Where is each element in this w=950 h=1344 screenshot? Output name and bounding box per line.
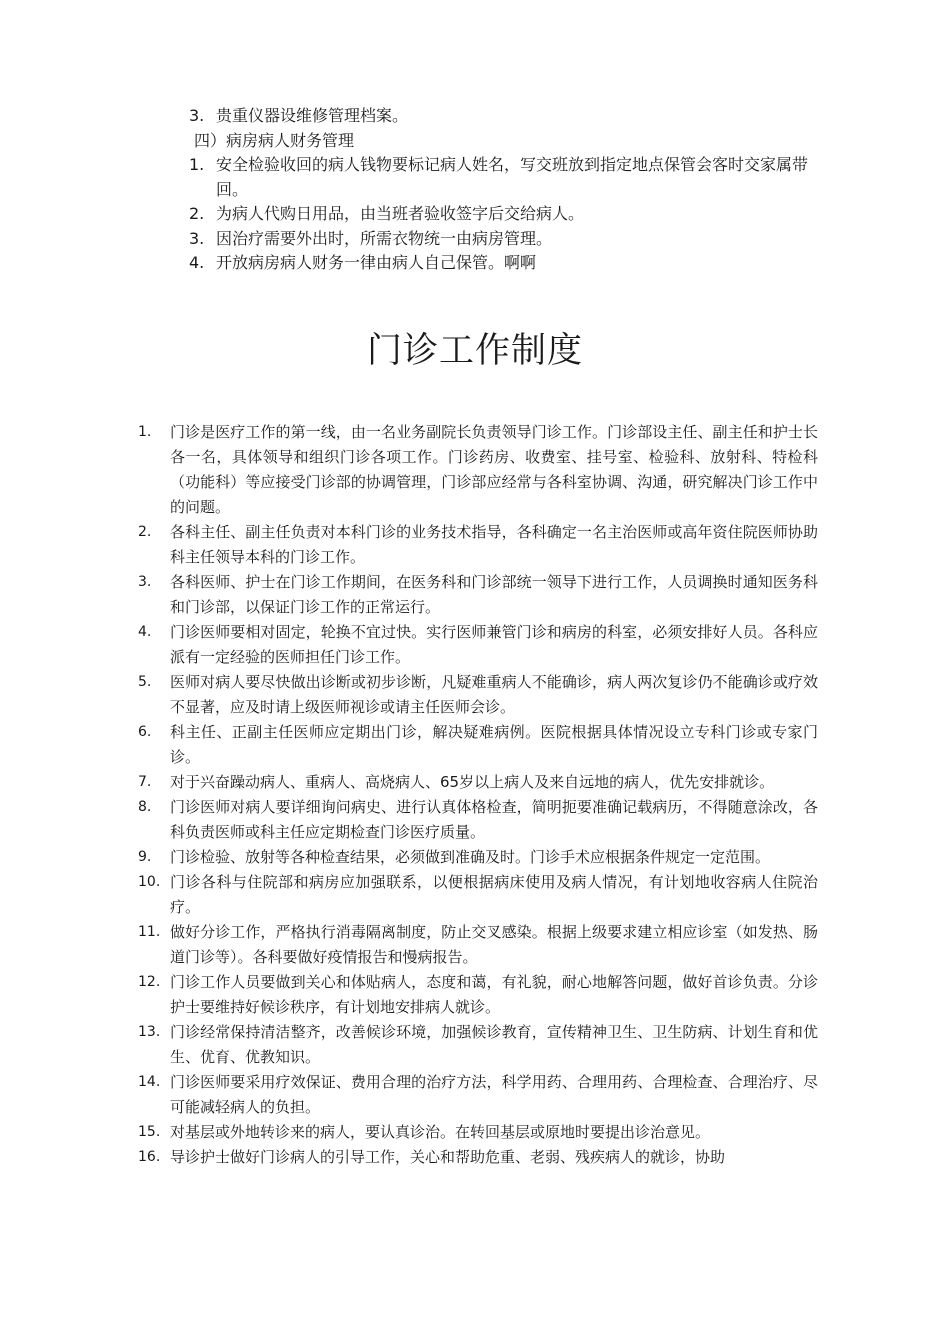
rule-item bbox=[0, 920, 950, 970]
rule-item bbox=[0, 720, 950, 770]
rule-text: 科主任、正副主任医师应定期出门诊，解决疑难病例。医院根据具体情况设立专科门诊或专家门诊。 bbox=[170, 723, 818, 766]
list-text: 安全检验收回的病人钱物要标记病人姓名，写交班放到指定地点保管会客时交家属带回。 bbox=[216, 155, 809, 199]
list-item bbox=[0, 227, 950, 252]
rule-number: 10. bbox=[138, 874, 161, 890]
rule-number: 1. bbox=[138, 424, 152, 440]
rule-text: 门诊是医疗工作的第一线，由一名业务副院长负责领导门诊工作。门诊部设主任、副主任和护士长各一名，具体领导和组织门诊各项工作。门诊药房、收费室、挂号室、检验科、放射科、特检科（功能科）等应接受门诊部的协调管理，门诊部应经常与各科室协调、沟通，研究解决门诊工作中的问题。 bbox=[170, 423, 818, 516]
rule-text: 医师对病人要尽快做出诊断或初步诊断，凡疑难重病人不能确诊，病人两次复诊仍不能确诊或疗效不显著，应及时请上级医师视诊或请主任医师会诊。 bbox=[170, 673, 818, 716]
rule-item bbox=[0, 845, 950, 870]
rule-number: 16. bbox=[138, 1149, 161, 1165]
rule-text: 各科主任、副主任负责对本科门诊的业务技术指导，各科确定一名主治医师或高年资住院医师协助科主任领导本科的门诊工作。 bbox=[170, 523, 818, 566]
rule-text: 门诊检验、放射等各种检查结果，必须做到准确及时。门诊手术应根据条件规定一定范围。 bbox=[170, 848, 771, 866]
top-section bbox=[0, 104, 950, 276]
rule-text: 门诊医师要采用疗效保证、费用合理的治疗方法，科学用药、合理用药、合理检查、合理治疗、尽可能减轻病人的负担。 bbox=[170, 1073, 818, 1116]
rule-item bbox=[0, 1120, 950, 1145]
list-item bbox=[0, 251, 950, 276]
rule-text: 对基层或外地转诊来的病人，要认真诊治。在转回基层或原地时要提出诊治意见。 bbox=[170, 1123, 711, 1141]
rule-text: 门诊医师要相对固定，轮换不宜过快。实行医师兼管门诊和病房的科室，必须安排好人员。各科应派有一定经验的医师担任门诊工作。 bbox=[170, 623, 818, 666]
rule-item bbox=[0, 620, 950, 670]
rule-text: 做好分诊工作，严格执行消毒隔离制度，防止交叉感染。根据上级要求建立相应诊室（如发热、肠道门诊等）。各科要做好疫情报告和慢病报告。 bbox=[170, 923, 818, 966]
list-text: 因治疗需要外出时，所需衣物统一由病房管理。 bbox=[216, 228, 553, 248]
list-number: 1. bbox=[189, 155, 205, 174]
list-number: 2. bbox=[189, 204, 205, 223]
rule-item bbox=[0, 1070, 950, 1120]
rule-item bbox=[0, 670, 950, 720]
rule-number: 3. bbox=[138, 574, 152, 590]
rule-number: 13. bbox=[138, 1024, 161, 1040]
list-item bbox=[0, 104, 950, 129]
rule-item bbox=[0, 570, 950, 620]
rule-number: 12. bbox=[138, 974, 161, 990]
rule-text: 门诊各科与住院部和病房应加强联系，以便根据病床使用及病人情况，有计划地收容病人住院治疗。 bbox=[170, 873, 818, 916]
rule-number: 15. bbox=[138, 1124, 161, 1140]
rule-text: 门诊工作人员要做到关心和体贴病人，态度和蔼，有礼貌，耐心地解答问题，做好首诊负责。分诊护士要维持好候诊秩序，有计划地安排病人就诊。 bbox=[170, 973, 818, 1016]
list-item bbox=[0, 153, 950, 202]
rule-text: 导诊护士做好门诊病人的引导工作，关心和帮助危重、老弱、残疾病人的就诊，协助 bbox=[170, 1148, 726, 1166]
rules-list bbox=[0, 420, 950, 1170]
rule-item bbox=[0, 1020, 950, 1070]
rule-item bbox=[0, 420, 950, 520]
rule-number: 8. bbox=[138, 799, 152, 815]
rule-number: 5. bbox=[138, 674, 152, 690]
list-number: 4. bbox=[189, 253, 205, 272]
rule-text: 各科医师、护士在门诊工作期间，在医务科和门诊部统一领导下进行工作，人员调换时通知医务科和门诊部，以保证门诊工作的正常运行。 bbox=[170, 573, 818, 616]
section-heading: 四）病房病人财务管理 bbox=[194, 130, 355, 150]
list-item bbox=[0, 202, 950, 227]
rule-item bbox=[0, 1145, 950, 1170]
list-text: 开放病房病人财务一律由病人自己保管。啊啊 bbox=[216, 253, 537, 272]
rule-item bbox=[0, 970, 950, 1020]
rule-number: 4. bbox=[138, 624, 152, 640]
list-number: 3. bbox=[189, 106, 205, 125]
rule-item bbox=[0, 870, 950, 920]
rule-number: 7. bbox=[138, 774, 152, 790]
list-text: 贵重仪器设维修管理档案。 bbox=[216, 106, 409, 125]
rule-text: 门诊经常保持清洁整齐，改善候诊环境，加强候诊教育，宣传精神卫生、卫生防病、计划生育和优生、优育、优教知识。 bbox=[170, 1023, 818, 1066]
rule-text: 门诊医师对病人要详细询问病史、进行认真体格检查，简明扼要准确记载病历，不得随意涂改，各科负责医师或科主任应定期检查门诊医疗质量。 bbox=[170, 798, 818, 841]
rule-item bbox=[0, 770, 950, 795]
rule-number: 14. bbox=[138, 1074, 161, 1090]
rule-item bbox=[0, 795, 950, 845]
list-text: 为病人代购日用品，由当班者验收签字后交给病人。 bbox=[216, 204, 585, 223]
rule-text: 对于兴奋躁动病人、重病人、高烧病人、65岁以上病人及来自远地的病人，优先安排就诊。 bbox=[170, 773, 775, 791]
document-title: 门诊工作制度 bbox=[366, 331, 583, 371]
rule-number: 9. bbox=[138, 849, 152, 865]
rule-item bbox=[0, 520, 950, 570]
rule-number: 11. bbox=[138, 924, 161, 940]
rule-number: 6. bbox=[138, 724, 152, 740]
list-number: 3. bbox=[189, 228, 205, 248]
rule-number: 2. bbox=[138, 524, 152, 540]
